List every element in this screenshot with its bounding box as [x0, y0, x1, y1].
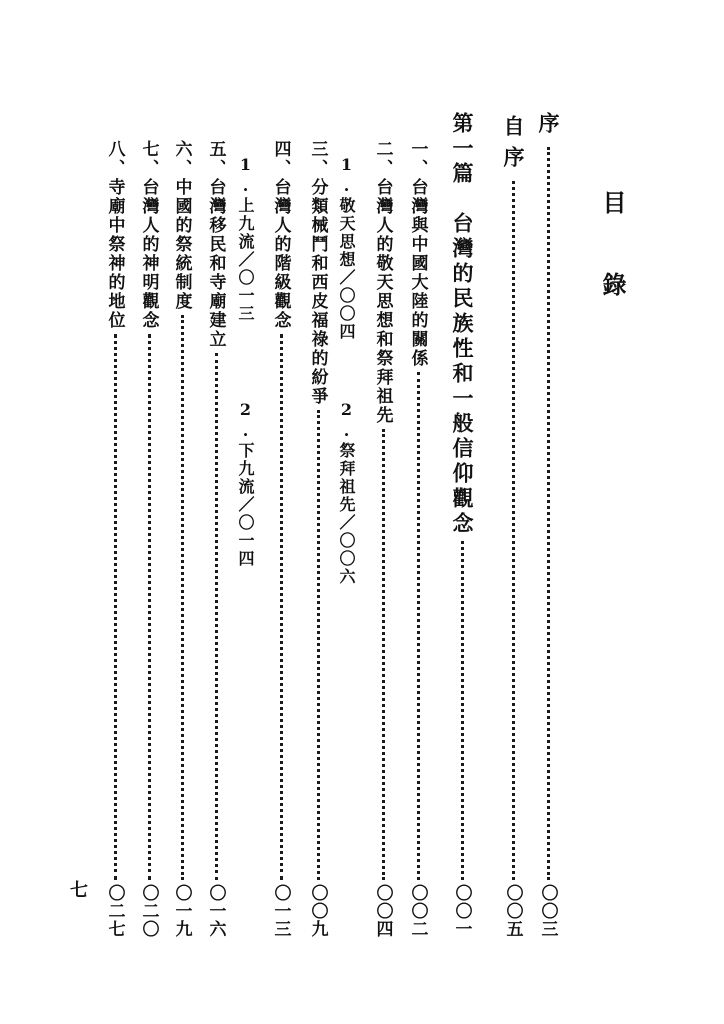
toc-entry-title: 七、台灣人的神明觀念 [138, 140, 159, 330]
toc-entry-preface [535, 112, 561, 938]
toc-entry-page: 〇〇四 [372, 884, 393, 938]
dot-leader [382, 429, 385, 880]
toc-entry-page: 〇二七 [104, 884, 125, 938]
toc-entry-chapter-6 [169, 140, 195, 938]
toc-entry-page: 〇〇五 [502, 884, 523, 938]
toc-entry-page: 〇〇九 [307, 884, 328, 938]
toc-entry-chapter-3 [305, 140, 331, 938]
dot-leader [148, 334, 151, 880]
toc-entry-title: 二、台灣人的敬天思想和祭拜祖先 [372, 140, 393, 425]
dot-leader [114, 334, 117, 880]
toc-sub-entry: 2.祭拜祖先／〇〇六 [337, 400, 356, 586]
dot-leader [181, 315, 184, 880]
dot-leader [547, 147, 550, 880]
toc-entry-page: 〇一九 [171, 884, 192, 938]
toc-entry-title: 一、台灣與中國大陸的關係 [407, 140, 428, 368]
toc-entry-title: 五、台灣移民和寺廟建立 [205, 140, 226, 349]
toc-entry-title: 四、台灣人的階級觀念 [270, 140, 291, 330]
toc-entry-title: 六、中國的祭統制度 [171, 140, 192, 311]
toc-entry-page: 〇〇二 [407, 884, 428, 938]
page-title: 目錄 [598, 190, 627, 354]
toc-sub-entry: 1.敬天思想／〇〇四 [337, 155, 356, 341]
toc-entry-title: 第一篇 台灣的民族性和一般信仰觀念 [450, 112, 475, 537]
toc-entry-chapter-5 [203, 140, 229, 938]
toc-entry-page: 〇一三 [270, 884, 291, 938]
dot-leader [417, 372, 420, 880]
toc-entry-title: 八、寺廟中祭神的地位 [104, 140, 125, 330]
toc-entry-part-1 [449, 112, 475, 938]
toc-entry-title: 序 [536, 112, 561, 143]
toc-entry-title: 三、分類械鬥和西皮福祿的紛爭 [307, 140, 328, 406]
toc-entry-page: 〇〇三 [537, 884, 558, 938]
toc-sub-entry: 2.下九流／〇一四 [236, 400, 255, 568]
toc-entry-chapter-2 [370, 140, 396, 938]
toc-entry-title: 自序 [501, 115, 526, 177]
dot-leader [215, 353, 218, 880]
toc-entry-chapter-7 [136, 140, 162, 938]
toc-entry-chapter-8 [102, 140, 128, 938]
toc-entry-chapter-1 [405, 140, 431, 938]
page-number: 七 [67, 880, 88, 898]
toc-entry-page: 〇二〇 [138, 884, 159, 938]
dot-leader [461, 541, 464, 880]
toc-entry-page: 〇一六 [205, 884, 226, 938]
dot-leader [512, 181, 515, 880]
dot-leader [280, 334, 283, 880]
dot-leader [317, 410, 320, 880]
toc-entry-page: 〇〇一 [451, 884, 472, 938]
toc-entry-chapter-4 [268, 140, 294, 938]
toc-sub-entry: 1.上九流／〇一三 [236, 155, 255, 323]
toc-entry-author-preface [500, 115, 526, 938]
